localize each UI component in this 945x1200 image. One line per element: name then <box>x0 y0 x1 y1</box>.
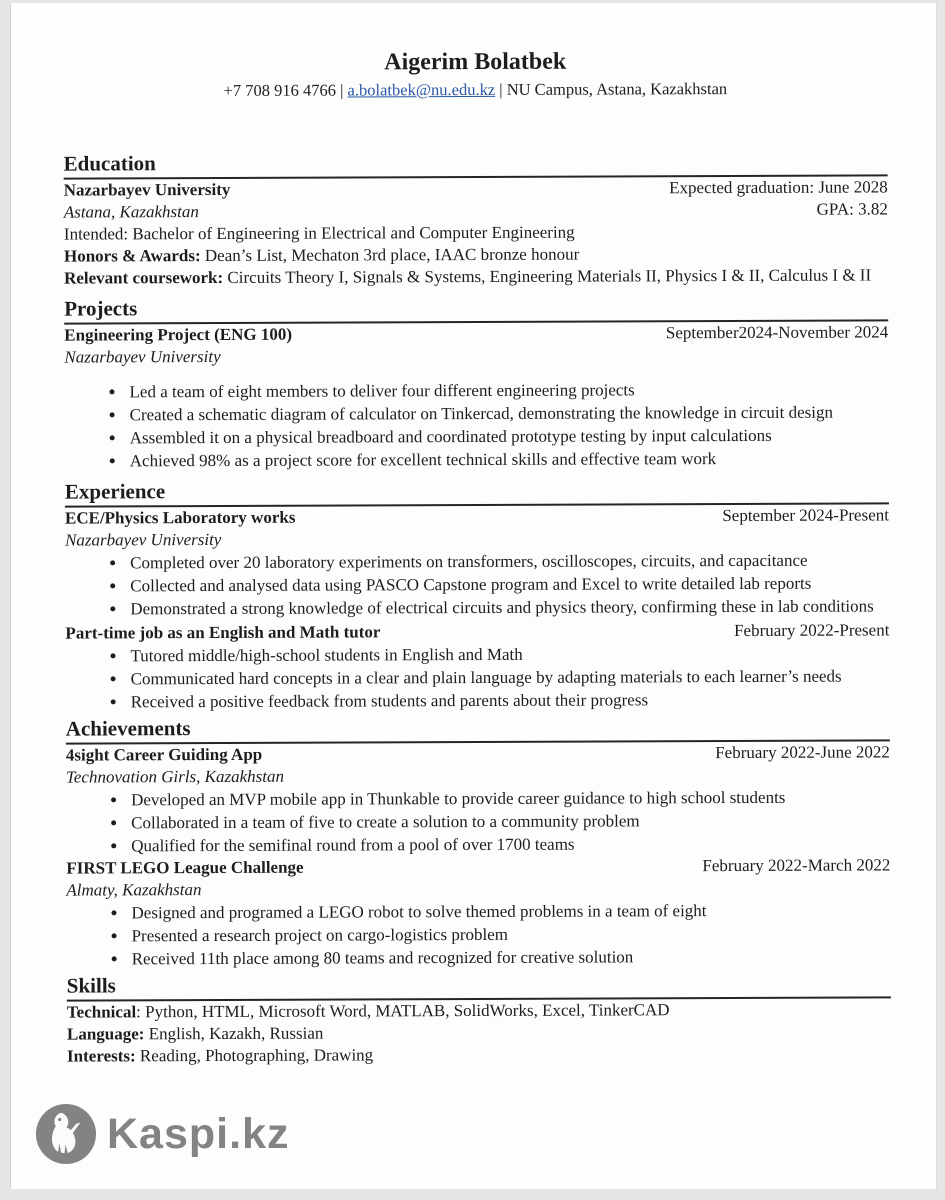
contact-separator: | <box>495 79 507 99</box>
interests-label: Interests: <box>67 1046 136 1066</box>
section-projects <box>64 292 889 472</box>
project-dates: September2024-November 2024 <box>665 322 889 343</box>
job-bullet-list <box>65 548 889 620</box>
bullet-item: • Achieved 98% as a project score for excellent technical skills and effective team work <box>127 446 889 472</box>
project-org: Nazarbayev University <box>64 346 221 367</box>
achievement-title: 4sight Career Guiding App <box>65 744 263 765</box>
job-title: ECE/Physics Laboratory works <box>64 507 296 528</box>
person-name: Aigerim Bolatbek <box>384 48 567 76</box>
intended-degree-line: Intended: Bachelor of Engineering in Electrical and Computer Engineering <box>63 222 575 244</box>
bullet-item: • Tutored middle/high-school students in English and Math <box>127 641 889 667</box>
phone-number: +7 708 916 4766 <box>223 80 337 100</box>
kaspi-watermark <box>35 1103 289 1165</box>
job-dates: February 2022-Present <box>734 620 890 641</box>
bullet-item: • Collected and analysed data using PASCO Capstone program and Excel to write detailed lab reports <box>127 571 889 597</box>
email-link[interactable]: a.bolatbek@nu.edu.kz <box>347 79 496 100</box>
skills-technical-line <box>67 998 891 1023</box>
achievement-bullet-list <box>66 898 890 970</box>
language-label: Language: <box>66 1024 145 1044</box>
section-heading-experience: Experience <box>65 475 889 507</box>
kaspi-logo-icon <box>35 1103 97 1165</box>
section-achievements <box>66 712 891 970</box>
bullet-item: • Assembled it on a physical breadboard and coordinated prototype testing by input calculations <box>127 423 889 449</box>
resume-header <box>63 45 887 102</box>
achievement-dates: February 2022-June 2022 <box>715 742 890 763</box>
job-org: Nazarbayev University <box>65 529 222 550</box>
skills-interests-line <box>67 1042 891 1067</box>
experience-entry-tutor <box>65 619 889 713</box>
achievement-org: Almaty, Kazakhstan <box>66 880 202 900</box>
bullet-item: • Created a schematic diagram of calculator on Tinkercad, demonstrating the knowledge in circuit design <box>127 400 889 426</box>
section-heading-skills: Skills <box>67 969 891 1001</box>
bullet-item: • Led a team of eight members to deliver four different engineering projects <box>126 377 888 403</box>
achievement-dates: February 2022-March 2022 <box>702 855 891 876</box>
section-heading-education: Education <box>64 147 888 179</box>
section-education <box>64 147 889 289</box>
bullet-item: • Received a positive feedback from students and parents about their progress <box>128 687 890 713</box>
bullet-item: • Developed an MVP mobile app in Thunkable to provide career guidance to high school students <box>128 785 890 811</box>
honors-label: Honors & Awards: <box>63 246 201 266</box>
skills-language-line <box>67 1020 891 1045</box>
bullet-item: • Completed over 20 laboratory experiments on transformers, oscilloscopes, circuits, and capacitance <box>127 548 889 574</box>
technical-text: : Python, HTML, Microsoft Word, MATLAB, SolidWorks, Excel, TinkerCAD <box>136 1000 670 1022</box>
school-name: Nazarbayev University <box>63 179 231 200</box>
school-location: Astana, Kazakhstan <box>63 202 199 222</box>
bullet-item: • Qualified for the semifinal round from a pool of over 1700 teams <box>128 831 890 857</box>
achievement-title: FIRST LEGO League Challenge <box>66 857 304 878</box>
contact-line <box>63 77 887 102</box>
job-title: Part-time job as an English and Math tutor <box>65 622 381 643</box>
section-heading-achievements: Achievements <box>66 712 890 744</box>
job-dates: September 2024-Present <box>722 505 890 526</box>
language-text: English, Kazakh, Russian <box>144 1023 324 1044</box>
gpa-value: GPA: 3.82 <box>816 199 888 219</box>
job-bullet-list <box>65 641 889 713</box>
education-title-row <box>64 176 888 201</box>
contact-location: NU Campus, Astana, Kazakhstan <box>506 79 728 99</box>
technical-label: Technical <box>66 1002 137 1022</box>
project-title-row <box>64 321 888 346</box>
project-bullet-list <box>64 377 888 472</box>
bullet-item: • Designed and programed a LEGO robot to solve themed problems in a team of eight <box>128 898 890 924</box>
interests-text: Reading, Photographing, Drawing <box>135 1045 374 1066</box>
contact-separator: | <box>335 80 348 100</box>
coursework-text: Circuits Theory I, Signals & Systems, Engineering Materials II, Physics I & II, Calculus I & II <box>223 265 872 287</box>
bullet-item: • Demonstrated a strong knowledge of electrical circuits and physics theory, confirming these in lab conditions <box>127 594 889 620</box>
bullet-item: • Presented a research project on cargo-logistics problem <box>129 921 891 947</box>
graduation-date: Expected graduation: June 2028 <box>669 177 888 198</box>
coursework-label: Relevant coursework: <box>64 267 224 288</box>
education-sub-row <box>64 198 888 223</box>
bullet-item: • Received 11th place among 80 teams and recognized for creative solution <box>129 944 891 970</box>
section-experience <box>65 475 890 713</box>
coursework-line <box>64 264 888 289</box>
kaspi-watermark-text: Kaspi.kz <box>107 1110 290 1158</box>
section-skills <box>67 969 891 1067</box>
achievement-entry-lego <box>66 854 890 970</box>
honors-line <box>64 242 888 267</box>
bullet-item: • Communicated hard concepts in a clear and plain language by adapting materials to each learner’s needs <box>128 664 890 690</box>
section-heading-projects: Projects <box>64 292 888 324</box>
achievement-org: Technovation Girls, Kazakhstan <box>65 766 285 787</box>
resume-page <box>10 3 937 1189</box>
honors-text: Dean’s List, Mechaton 3rd place, IAAC bronze honour <box>200 244 580 266</box>
experience-entry-lab <box>65 504 889 620</box>
achievement-entry-4sight <box>66 741 890 857</box>
bullet-item: • Collaborated in a team of five to create a solution to a community problem <box>128 808 890 834</box>
achievement-bullet-list <box>66 785 890 857</box>
resume-content <box>63 1 891 1067</box>
project-title: Engineering Project (ENG 100) <box>64 324 293 345</box>
